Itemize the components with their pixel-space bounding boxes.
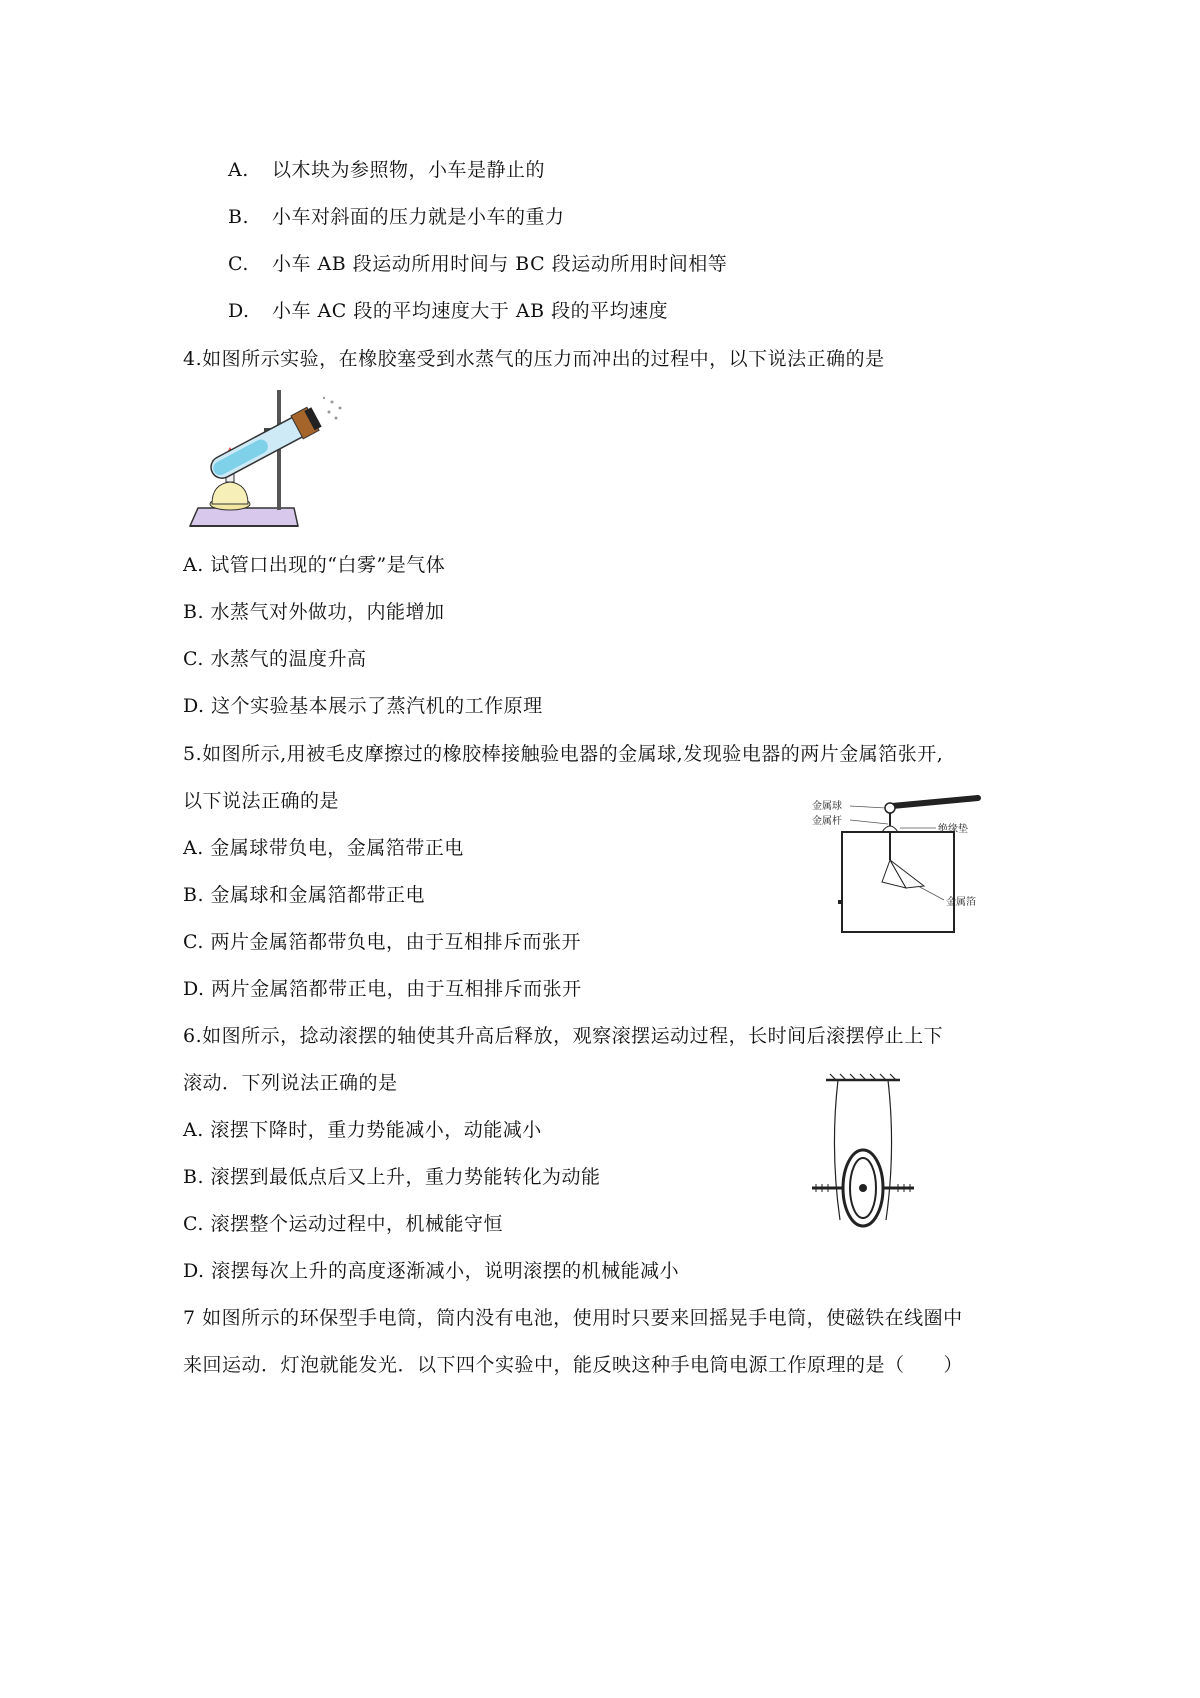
q4-option-b: B. 水蒸气对外做功，内能增加: [183, 601, 445, 623]
q4-option-d: D. 这个实验基本展示了蒸汽机的工作原理: [183, 695, 543, 717]
label-insulator: 绝缘垫: [938, 824, 968, 835]
option-letter: D.: [228, 300, 250, 322]
q6-option-b: B. 滚摆到最低点后又上升，重力势能转化为动能: [183, 1166, 601, 1188]
q5-option-b: B. 金属球和金属箔都带正电: [183, 884, 426, 906]
q3-option-b: [228, 204, 565, 230]
q4-option-a: A. 试管口出现的“白雾”是气体: [183, 554, 446, 576]
q5-stem-line1: 5.如图所示,用被毛皮摩擦过的橡胶棒接触验电器的金属球,发现验电器的两片金属箔张开,: [183, 743, 944, 765]
q3-option-c: [228, 251, 727, 277]
label-metal-ball: 金属球: [812, 801, 842, 812]
option-text: 小车 AC 段的平均速度大于 AB 段的平均速度: [272, 300, 669, 322]
q6-option-d: D. 滚摆每次上升的高度逐渐减小，说明滚摆的机械能减小: [183, 1260, 680, 1282]
q3-option-a: [228, 157, 545, 183]
option-letter: A.: [228, 159, 249, 181]
q5-stem-line2: 以下说法正确的是: [183, 790, 340, 812]
q4-figure-steam-experiment: [186, 388, 346, 538]
option-letter: B.: [228, 206, 250, 228]
q5-figure-electroscope: [810, 790, 1000, 940]
q4-option-c: C. 水蒸气的温度升高: [183, 648, 367, 670]
option-text: 小车对斜面的压力就是小车的重力: [272, 206, 565, 228]
q6-option-c: C. 滚摆整个运动过程中，机械能守恒: [183, 1213, 503, 1235]
q4-stem: 4.如图所示实验，在橡胶塞受到水蒸气的压力而冲出的过程中，以下说法正确的是: [183, 348, 885, 370]
q7-stem-line1: 7 如图所示的环保型手电筒，筒内没有电池，使用时只要来回摇晃手电筒，使磁铁在线圈中: [183, 1307, 963, 1329]
q3-option-d: [228, 298, 668, 324]
option-letter: C.: [228, 253, 249, 275]
q6-stem-line2: 滚动．下列说法正确的是: [183, 1072, 398, 1094]
q5-option-a: A. 金属球带负电，金属箔带正电: [183, 837, 464, 859]
q6-option-a: A. 滚摆下降时，重力势能减小，动能减小: [183, 1119, 542, 1141]
q5-option-d: D. 两片金属箔都带正电，由于互相排斥而张开: [183, 978, 582, 1000]
option-text: 小车 AB 段运动所用时间与 BC 段运动所用时间相等: [272, 253, 728, 275]
label-metal-foil: 金属箔: [946, 897, 976, 908]
q6-stem-line1: 6.如图所示，捻动滚摆的轴使其升高后释放，观察滚摆运动过程，长时间后滚摆停止上下: [183, 1025, 944, 1047]
q7-stem-line2: 来回运动．灯泡就能发光．以下四个实验中，能反映这种手电筒电源工作原理的是（ ）: [183, 1354, 964, 1376]
option-text: 以木块为参照物，小车是静止的: [272, 159, 546, 181]
q6-figure-maxwell-pendulum: [808, 1070, 918, 1245]
label-metal-rod: 金属杆: [812, 816, 842, 827]
q5-option-c: C. 两片金属箔都带负电，由于互相排斥而张开: [183, 931, 581, 953]
